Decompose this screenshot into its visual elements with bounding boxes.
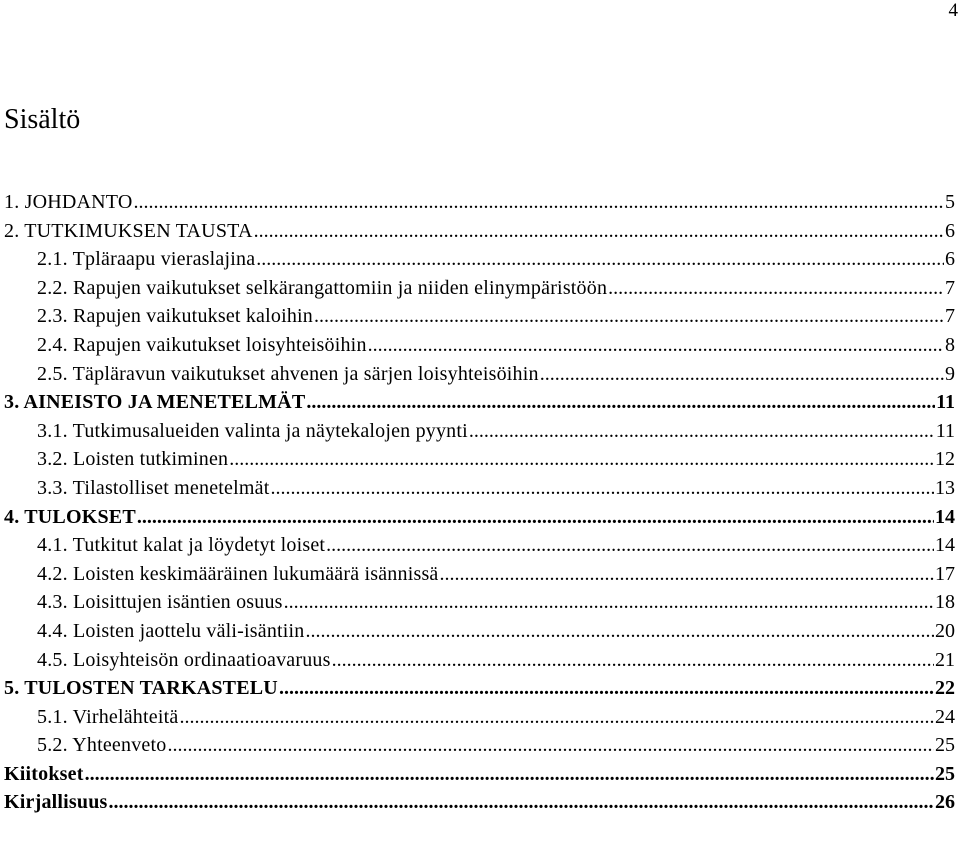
toc-entry[interactable]	[4, 503, 955, 532]
toc-entry-label: Kiitokset	[4, 762, 84, 785]
toc-leader-dots	[256, 245, 944, 274]
toc-leader-dots	[540, 360, 944, 389]
toc-entry[interactable]	[4, 188, 955, 217]
toc-leader-dots	[270, 474, 934, 503]
toc-entry-page-number: 6	[945, 248, 955, 271]
toc-entry-label: 2.3. Rapujen vaikutukset kaloihin	[37, 305, 314, 328]
toc-entry-label: 5. TULOSTEN TARKASTELU	[4, 677, 278, 700]
toc-entry-label: 4.1. Tutkitut kalat ja löydetyt loiset	[37, 534, 326, 557]
toc-entry-label: 5.2. Yhteenveto	[37, 734, 167, 757]
toc-entry-page-number: 18	[935, 591, 955, 614]
toc-entry-label: 3.3. Tilastolliset menetelmät	[37, 476, 270, 499]
toc-leader-dots	[254, 217, 944, 246]
page-title: Sisältö	[4, 104, 81, 135]
toc-entry-label: 5.1. Virhelähteitä	[37, 705, 179, 728]
toc-entry-page-number: 7	[945, 276, 955, 299]
toc-entry-label: 4.2. Loisten keskimääräinen lukumäärä isännissä	[37, 562, 439, 585]
toc-entry[interactable]	[4, 417, 955, 446]
toc-entry-page-number: 11	[936, 391, 955, 414]
toc-entry-page-number: 21	[935, 648, 955, 671]
toc-entry[interactable]	[4, 217, 955, 246]
toc-entry[interactable]	[4, 646, 955, 675]
toc-entry-page-number: 5	[945, 191, 955, 213]
toc-entry-label: 2.1. Tpläraapu vieraslajina	[37, 248, 256, 271]
toc-entry-page-number: 26	[935, 791, 955, 814]
toc-entry-page-number: 17	[935, 562, 955, 585]
toc-entry-label: 4.3. Loisittujen isäntien osuus	[37, 591, 283, 614]
toc-entry[interactable]	[4, 703, 955, 732]
toc-entry[interactable]	[4, 588, 955, 617]
toc-leader-dots	[469, 417, 935, 446]
toc-entry-page-number: 6	[945, 219, 955, 242]
toc-entry-label: 2.4. Rapujen vaikutukset loisyhteisöihin	[37, 333, 367, 356]
toc-leader-dots	[306, 617, 934, 646]
toc-entry-page-number: 25	[935, 762, 955, 785]
toc-entry[interactable]	[4, 788, 955, 817]
toc-leader-dots	[326, 531, 934, 560]
toc-entry-page-number: 13	[935, 476, 955, 499]
toc-entry-label: 1. JOHDANTO	[4, 191, 133, 213]
toc-entry-label: 2.2. Rapujen vaikutukset selkärangattomiin ja niiden elinympäristöön	[37, 276, 608, 299]
toc-entry-page-number: 25	[935, 734, 955, 757]
toc-leader-dots	[332, 646, 934, 675]
toc-entry-page-number: 8	[945, 333, 955, 356]
toc-entry-label: 3. AINEISTO JA MENETELMÄT	[4, 391, 306, 414]
toc-entry-page-number: 12	[935, 448, 955, 471]
toc-entry-label: 4. TULOKSET	[4, 505, 136, 528]
toc-leader-dots	[306, 388, 935, 417]
toc-leader-dots	[440, 560, 934, 589]
toc-entry[interactable]	[4, 445, 955, 474]
toc-leader-dots	[134, 188, 945, 217]
toc-leader-dots	[85, 760, 934, 789]
toc-entry[interactable]	[4, 302, 955, 331]
toc-entry-page-number: 9	[945, 362, 955, 385]
toc-entry-page-number: 14	[935, 505, 955, 528]
toc-entry[interactable]	[4, 531, 955, 560]
toc-entry-label: 2. TUTKIMUKSEN TAUSTA	[4, 219, 253, 242]
toc-entry-label: 4.4. Loisten jaottelu väli-isäntiin	[37, 619, 305, 642]
toc-entry-label: 4.5. Loisyhteisön ordinaatioavaruus	[37, 648, 331, 671]
toc-leader-dots	[279, 674, 934, 703]
toc-leader-dots	[167, 731, 934, 760]
toc-leader-dots	[284, 588, 934, 617]
toc-entry-page-number: 7	[945, 305, 955, 328]
toc-entry[interactable]	[4, 674, 955, 703]
toc-leader-dots	[229, 445, 934, 474]
toc-entry[interactable]	[4, 560, 955, 589]
toc-entry[interactable]	[4, 617, 955, 646]
table-of-contents	[4, 188, 955, 817]
page-number: 4	[948, 0, 958, 21]
toc-entry-label: Kirjallisuus	[4, 791, 108, 814]
toc-leader-dots	[137, 503, 934, 532]
toc-entry[interactable]	[4, 331, 955, 360]
toc-entry[interactable]	[4, 388, 955, 417]
toc-entry-label: 3.1. Tutkimusalueiden valinta ja näytekalojen pyynti	[37, 419, 468, 442]
toc-entry[interactable]	[4, 274, 955, 303]
toc-entry-label: 2.5. Täpläravun vaikutukset ahvenen ja särjen loisyhteisöihin	[37, 362, 539, 385]
toc-entry-page-number: 20	[935, 619, 955, 642]
toc-leader-dots	[608, 274, 944, 303]
toc-entry[interactable]	[4, 245, 955, 274]
toc-entry-page-number: 11	[935, 419, 955, 442]
toc-entry[interactable]	[4, 360, 955, 389]
toc-leader-dots	[314, 302, 944, 331]
toc-leader-dots	[368, 331, 944, 360]
toc-entry-page-number: 24	[935, 705, 955, 728]
toc-leader-dots	[179, 703, 934, 732]
toc-entry-page-number: 14	[935, 534, 955, 557]
toc-entry[interactable]	[4, 760, 955, 789]
toc-entry-page-number: 22	[935, 677, 955, 700]
toc-entry-label: 3.2. Loisten tutkiminen	[37, 448, 229, 471]
toc-entry[interactable]	[4, 474, 955, 503]
toc-leader-dots	[109, 788, 934, 817]
toc-entry[interactable]	[4, 731, 955, 760]
